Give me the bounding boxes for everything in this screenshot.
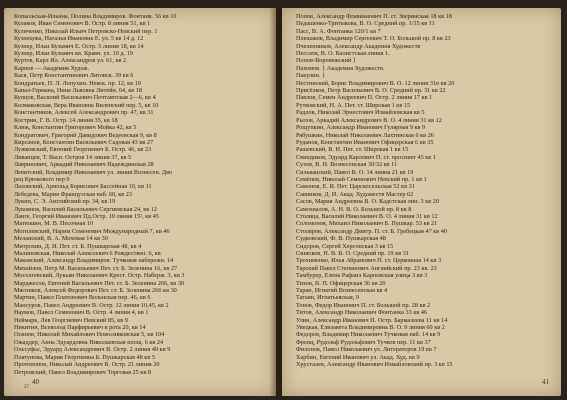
directory-entry: Мясников, Алексей Федорович Пет. ст. Б. Зеленина 266 кв 30 (14, 287, 177, 295)
directory-entry: Протопопов, Николай Андреевич В. Остр. 21 линия 20 (14, 361, 160, 369)
directory-entry: Хрусталев, Александр Иванович Измайловский пр. 3 кв 15 (296, 361, 453, 369)
directory-entry: Присёлков, Петр Васильевич В. О. Средний пр. 31 кв 22 (296, 87, 446, 95)
directory-entry: Столяров, Александр Дмитр. П. ст. Б. Гребецкая 47 кв 40 (296, 227, 448, 235)
directory-entry: Меланский, В. А. Моховая 14 кв 30 (14, 235, 108, 243)
directory-entry: Плешаков, Владимир Сергеевич Т. О. Большой пр. 8 кв 23 (296, 35, 451, 43)
directory-entry: Рябушкин, Николай Николаевич Лахтинская 6 кв 26 (296, 131, 434, 139)
directory-entry: Федоров, Владимир Николаевич Тучковая наб. 14 кв 9 (296, 331, 441, 339)
directory-entry: Ольсуфье, Эдуард Александрович В. Остр. 2 линия 49 кв 9 (14, 346, 171, 354)
left-page (4, 8, 276, 396)
directory-entry: Френц, Рудольф Рудольфович Тучков пер. 11 кв 37 (296, 338, 431, 346)
directory-entry: Константинов, Алексей Александрович пр. 47, кв 31 (14, 109, 154, 117)
directory-entry: Лукоянов, Василий Васильевич Сергиевская 24, кв 12 (14, 205, 157, 213)
directory-entry: Кондратович, Григорий Давидович Ведеевская 9, кв 8 (14, 131, 157, 139)
directory-entry: Столица, Василий Николаевич В. О. 4 линия 31 кв 12 (296, 212, 438, 220)
directory-entry: Рутковский, Н. А. Пет. ст. Широкая 1 кв 15 (296, 101, 411, 109)
directory-entry: Улин, Александр Иванович П. Остр. Бармалеева 11 кв 14 (296, 316, 448, 324)
directory-entry: Самохвалов, А. Н. В. О. Большой пр. 8 кв 8 (296, 205, 412, 213)
directory-entry: Тарский Павел Степанович Английский пр. 23 кв. 23 (296, 264, 437, 272)
directory-entry: Пестинский, Борис Владимирович В. О. 12 линия 31в кв 20 (296, 79, 455, 87)
directory-entry: Сасов, Мария Андреевна В. О. Кадетская лин. 3 кв 20 (296, 198, 439, 206)
directory-entry: Лужковский, Евгений Георгиевич Б. Остр. 46, кв 23 (14, 146, 152, 154)
directory-entry: Филонов, Павел Николаевич ул. Литераторов 19 кв 7 (296, 346, 437, 354)
directory-entry: Ожаддер, Анна Эдуардовна Николаевская площ. 6 кв 24 (14, 338, 164, 346)
directory-entry: Куличенко, Николай Ильич Петровско-Невский пер. 1 (14, 27, 158, 35)
directory-entry: Пасс, В. А. Фонтанка 120/1 кв 7 (296, 27, 381, 35)
directory-entry: Соломонов, Михаил Николаевич Б. Пушкар. 53 кв 21 (296, 220, 438, 228)
directory-entry: Самонов, Е. И. Пет. Царскосельская 52 кв 31 (296, 183, 415, 191)
directory-entry: Лавринович, Аркадий Николаевич Надеждинская 28 (14, 161, 154, 169)
right-page-number: 41 (542, 378, 549, 386)
directory-entry: Титов, Александр Николаевич Фонтанка 33 кв 46 (296, 309, 428, 317)
directory-entry: Трохименко, Илья Абрамович П. ст. Церковная 14 кв 3 (296, 257, 442, 265)
directory-entry: Татаян, Игнатьевская, 9 (296, 294, 359, 302)
directory-entry: Пахомов. } Академия Художеств. (296, 64, 385, 72)
directory-entry: Рылов, Аркадий Александрович В. О. 4 линия 31 кв 12 (296, 116, 442, 124)
directory-entry: Мансуров, Павел Андреевич В. Остр. 12 линия 10,45, кв 2 (14, 301, 169, 309)
directory-entry: Таран, Игнатий Вознесенская кв 4 (296, 287, 388, 295)
directory-entry: Кузнер, Ильи Кузьмич кв. Кравн. ул. 10 д. 19 (14, 50, 133, 58)
directory-entry: Лаховский, Арнольд Борисович Бассейная 10, кв 11 (14, 183, 152, 191)
directory-entry: Кулаков, Иван Семенович В. Остр. 8 линия 51, кв 1 (14, 20, 151, 28)
directory-entry: Попов, Александр Флавианович П. ст. Зверинская 18 кв 18 (296, 13, 452, 20)
directory-entry: Матюшин, М. В. Песочная 10 (14, 220, 94, 228)
directory-entry: Копыльская-Ильина, Полина Владимиров. Фонтанк. 56 кв 10 (14, 13, 177, 20)
directory-entry: Савинков, Д. И. Акад. Художеств Мастер 62 (296, 190, 414, 198)
left-page-number-small: 37 (24, 385, 29, 390)
directory-entry: Клюк, Константин Григорович Мойка 42, кв 5 (14, 124, 137, 132)
directory-entry: Платунова, Мария Георгиевна Б. Пушкарская 48 кв 5 (14, 353, 155, 361)
directory-entry: Рашевский, В. Н. Пет. ст. Широкая 1 кв 15 (296, 146, 409, 154)
directory-entry: Ливанцев, Т. Васи. Остров 14 линия 37, кв 5 (14, 153, 132, 161)
directory-entry: Кузнер, Ильи Кузьмич Е. Остр. 5 линия 18, кв 14 (14, 42, 144, 50)
directory-entry: Синюков, Н. В. В. О. Средний пр. 19 кв 31 (296, 250, 409, 257)
directory-entry: Ланге, Георгий Иванович Пд.Остр. 10 линия 15², кв 45 (14, 212, 159, 220)
directory-entry: Пакулин. } (296, 72, 325, 80)
directory-entry: Михайлов, Петр М. Васильевич Пет. ст. Б. Зеленина 16, кв 27 (14, 264, 178, 272)
directory-entry: Куртов, Карл Ил. Александров ул. 61, кв 2 (14, 57, 127, 65)
directory-entry: Тамбурер, Елена Рафаил Карповская улица 3 кв 3 (296, 272, 428, 280)
directory-entry: Кузнецова, Наталья Ивановна Е. ул. 5 кв 14 д. 12 (14, 35, 144, 43)
directory-entry: Радлов, Николай Эрнестович Измайловская кв 5 (296, 109, 425, 117)
directory-entry: Лебедева, Мария Французская наб. 60, кв 23 (14, 190, 133, 198)
directory-entry: Марджесон, Евгений Васильевич Пет. ст. Б. Зеленина 266, кв 30 (14, 279, 185, 287)
left-page-text (14, 13, 268, 376)
directory-entry: Тонов, Федор Иванович П. ст. Большой пр. 28 кв 2 (296, 301, 431, 309)
directory-entry: Судковский, Ф. В. Пушкарская 48 (296, 235, 386, 243)
directory-entry: Мартин, Павел Платонович Вольнская пер. 46, кв 6 (14, 294, 151, 302)
directory-entry: Попов-Воронежский } (296, 57, 356, 65)
directory-entry: Неймарк, Лев Георгиевич Невский 85, кв 9 (14, 316, 128, 324)
directory-entry: Павлов, Семен Андреевич П. Остр. 2 линия 17 кв 1 (296, 94, 433, 102)
directory-entry: Рощупкин, Александр Иванович Гулярная 9 кв 9 (296, 124, 426, 132)
directory-entry: Митрохин, Д. И. Пет. ст. Б. Пушкарская 48, кв 4 (14, 242, 142, 250)
directory-entry: Петровский, Павел Владимирович Торговая 25 кв 8 (14, 368, 151, 376)
directory-entry: Мосолгевский, Лукьян Николаевич Крест. Остр. Наберж. 3, кв 3 (14, 272, 185, 280)
directory-entry: Малиновская, Николай Алексеевич 6 Рождествен. 6, кв (14, 250, 161, 257)
directory-entry: Руданов, Константин Иванович Офицерская 6 кв 35 (296, 138, 434, 146)
directory-entry: рец Крюкового пер 9 (14, 175, 70, 183)
directory-entry: Пессати, В. О. Калистская линия 1. (296, 50, 390, 58)
directory-entry: Сухов, В. Н. Вознесенская 30/32 кв 11 (296, 161, 398, 169)
directory-entry: Могилевский, Нарим Семенович Международный 7, кв 46 (14, 227, 170, 235)
directory-entry: Тихов, В. П. Офицерская 36 кв 20 (296, 279, 386, 287)
directory-entry: Педашенко-Тритыкова, В. О. Средний пр. 1/35 кв 11 (296, 20, 435, 28)
directory-entry: Осипов, Николай Михайлович Новосивковская 5, кв 104 (14, 331, 165, 339)
directory-entry: Карпов — Академия Худож. (14, 64, 90, 72)
directory-entry: Кирсанов, Константин Васильевич Садовая 43 кв 27 (14, 138, 154, 146)
directory-entry: Купцов, Василий Васильевич Почтамтская 2—6, кв 4 (14, 94, 156, 102)
directory-entry: Харбин, Евгений Иванович ул. Акад. Худ. кв 9 (296, 353, 420, 361)
right-page (282, 8, 561, 396)
right-page-text (296, 13, 555, 369)
directory-entry: Никитин, Всеволод Парфирьевич в рота 20, кв 14 (14, 324, 146, 332)
directory-entry: Семёнов, Николай Семенович Невский пр. 1 кв 1 (296, 175, 427, 183)
directory-entry: Кася, Петр Константинович Литовск. 39 кв 6 (14, 72, 134, 80)
directory-entry: Колмаковская, Вера Ивановна Виленский пер. 5, кв 10 (14, 101, 159, 109)
directory-entry: Маковский, Александр Владимиров. Тучковая набережн. 14 (14, 257, 174, 265)
directory-entry: Сидоров, Сергей Херсонская 3 кв 15 (296, 242, 394, 250)
left-page-number: 40 (32, 378, 39, 386)
directory-entry: Лукин, С. Э. Английский пр. 34, кв 19 (14, 198, 116, 206)
directory-entry: Свиндиков, Эдуард Карлович П. ст. проспект 45 кв 1 (296, 153, 436, 161)
directory-entry: Сильванский, Павел В. О. 14 линия 21 кв 19 (296, 168, 414, 176)
directory-entry: Наумов, Павел Семенович В. Остр. 4 линия 4, кв 1 (14, 309, 149, 317)
directory-entry: Увецкая, Елизавета Владимировна В. О. 9 линия 60 кв 2 (296, 324, 445, 332)
directory-entry: Кострин, Г. В. Остр. 14 линия 35, кв 18 (14, 116, 118, 124)
directory-entry: Левитский, Владимир Николаевич ул. линия Вознесен. Дво (14, 168, 173, 176)
directory-entry: Капал-Германа, Нина Львовна Литейн. 64, кв 18 (14, 87, 143, 95)
directory-entry: Кондратьев, П. Л. Лопухин. Невск. пр. 12, кв 10 (14, 79, 141, 87)
directory-entry: Пчеленников, Александр Академия Художеств (296, 42, 421, 50)
